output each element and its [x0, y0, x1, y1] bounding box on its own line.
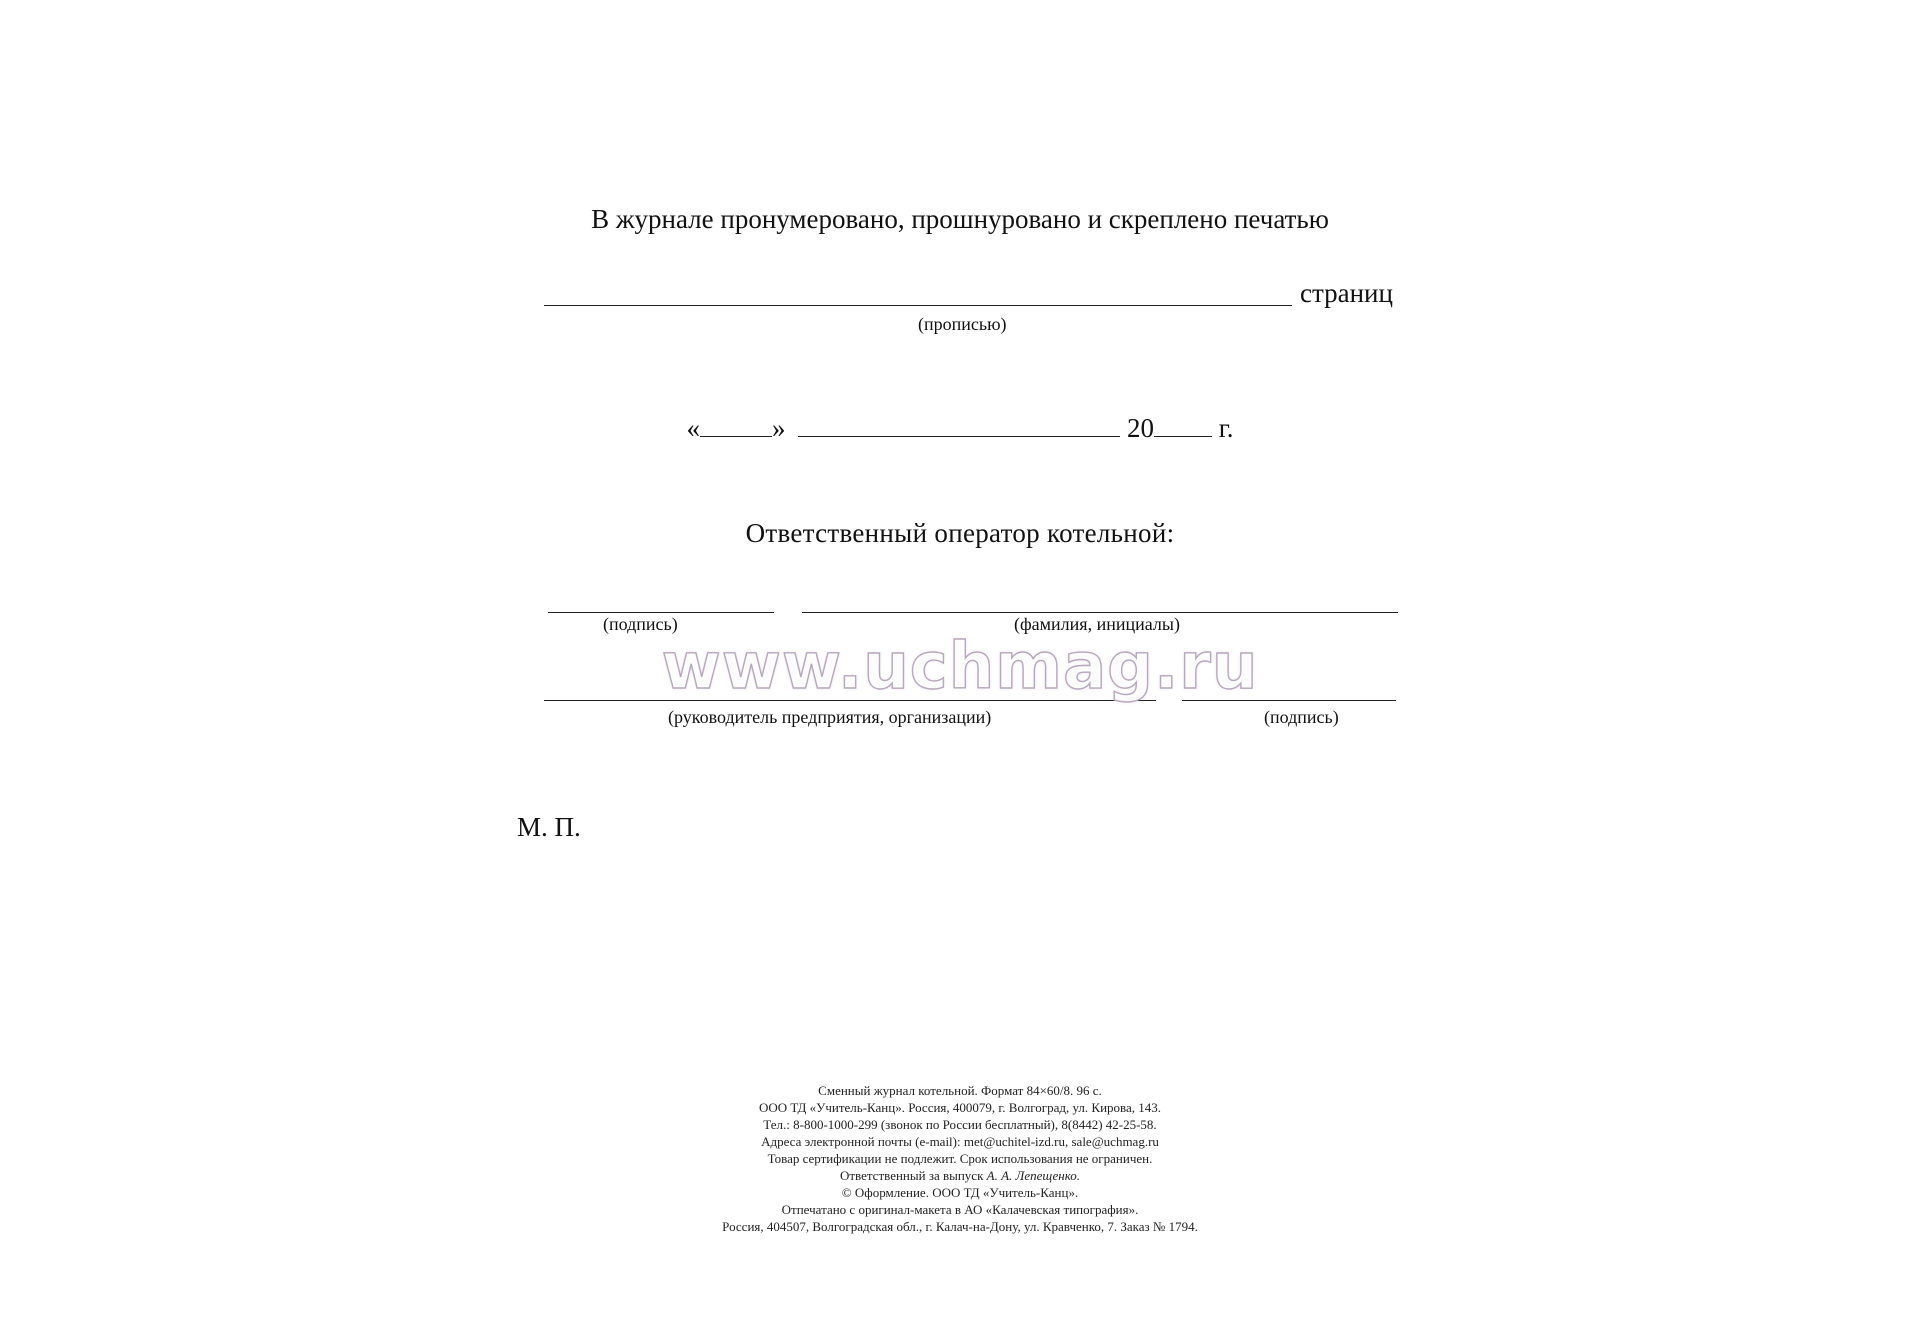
pages-caption: (прописью)	[918, 314, 1007, 334]
operator-signature-line	[548, 612, 774, 613]
imprint-line: © Оформление. ООО ТД «Учитель-Канц».	[841, 1185, 1079, 1200]
date-open-quote: «	[686, 413, 700, 443]
year-prefix: 20	[1126, 413, 1154, 443]
year-blank	[1154, 410, 1212, 437]
watermark: www.uchmag.ru	[661, 630, 1259, 704]
operator-title: Ответственный оператор котельной:	[745, 518, 1175, 548]
imprint-line: Товар сертификации не подлежит. Срок использования не ограничен.	[767, 1151, 1153, 1166]
manager-caption: (руководитель предприятия, организации)	[668, 707, 992, 727]
pages-count-blank	[544, 261, 1292, 306]
operator-name-line	[802, 612, 1398, 613]
imprint-line: Россия, 404507, Волгоградская обл., г. Калач-на-Дону, ул. Кравченко, 7. Заказ № 1794.	[722, 1219, 1198, 1234]
month-blank	[798, 410, 1120, 437]
seal-mark: М. П.	[517, 812, 581, 842]
binding-statement-heading: В журнале пронумеровано, прошнуровано и скреплено печатью	[591, 204, 1329, 234]
imprint-line: Отпечатано с оригинал-макета в АО «Калачевская типография».	[781, 1202, 1139, 1217]
responsible-name: А. А. Лепещенко.	[986, 1168, 1081, 1183]
imprint-line: Адреса электронной почты (e-mail): met@uchitel-izd.ru, sale@uchmag.ru	[761, 1134, 1159, 1149]
imprint-block	[0, 1082, 1920, 1235]
imprint-line: ООО ТД «Учитель-Канц». Россия, 400079, г. Волгоград, ул. Кирова, 143.	[758, 1100, 1162, 1115]
pages-word: страниц	[1300, 278, 1393, 308]
imprint-line: Сменный журнал котельной. Формат 84×60/8. 96 с.	[818, 1083, 1102, 1098]
operator-signature-caption: (подпись)	[603, 614, 678, 634]
imprint-line: Тел.: 8-800-1000-299 (звонок по России бесплатный), 8(8442) 42-25-58.	[763, 1117, 1157, 1132]
manager-signature-caption: (подпись)	[1264, 707, 1339, 727]
operator-name-caption: (фамилия, инициалы)	[1014, 614, 1180, 634]
day-blank	[700, 410, 772, 437]
date-close-quote: »	[771, 413, 786, 443]
year-suffix: г.	[1218, 413, 1234, 443]
imprint-line-responsible	[0, 1167, 1920, 1184]
responsible-label: Ответственный за выпуск	[839, 1168, 984, 1183]
date-row	[0, 410, 1920, 444]
